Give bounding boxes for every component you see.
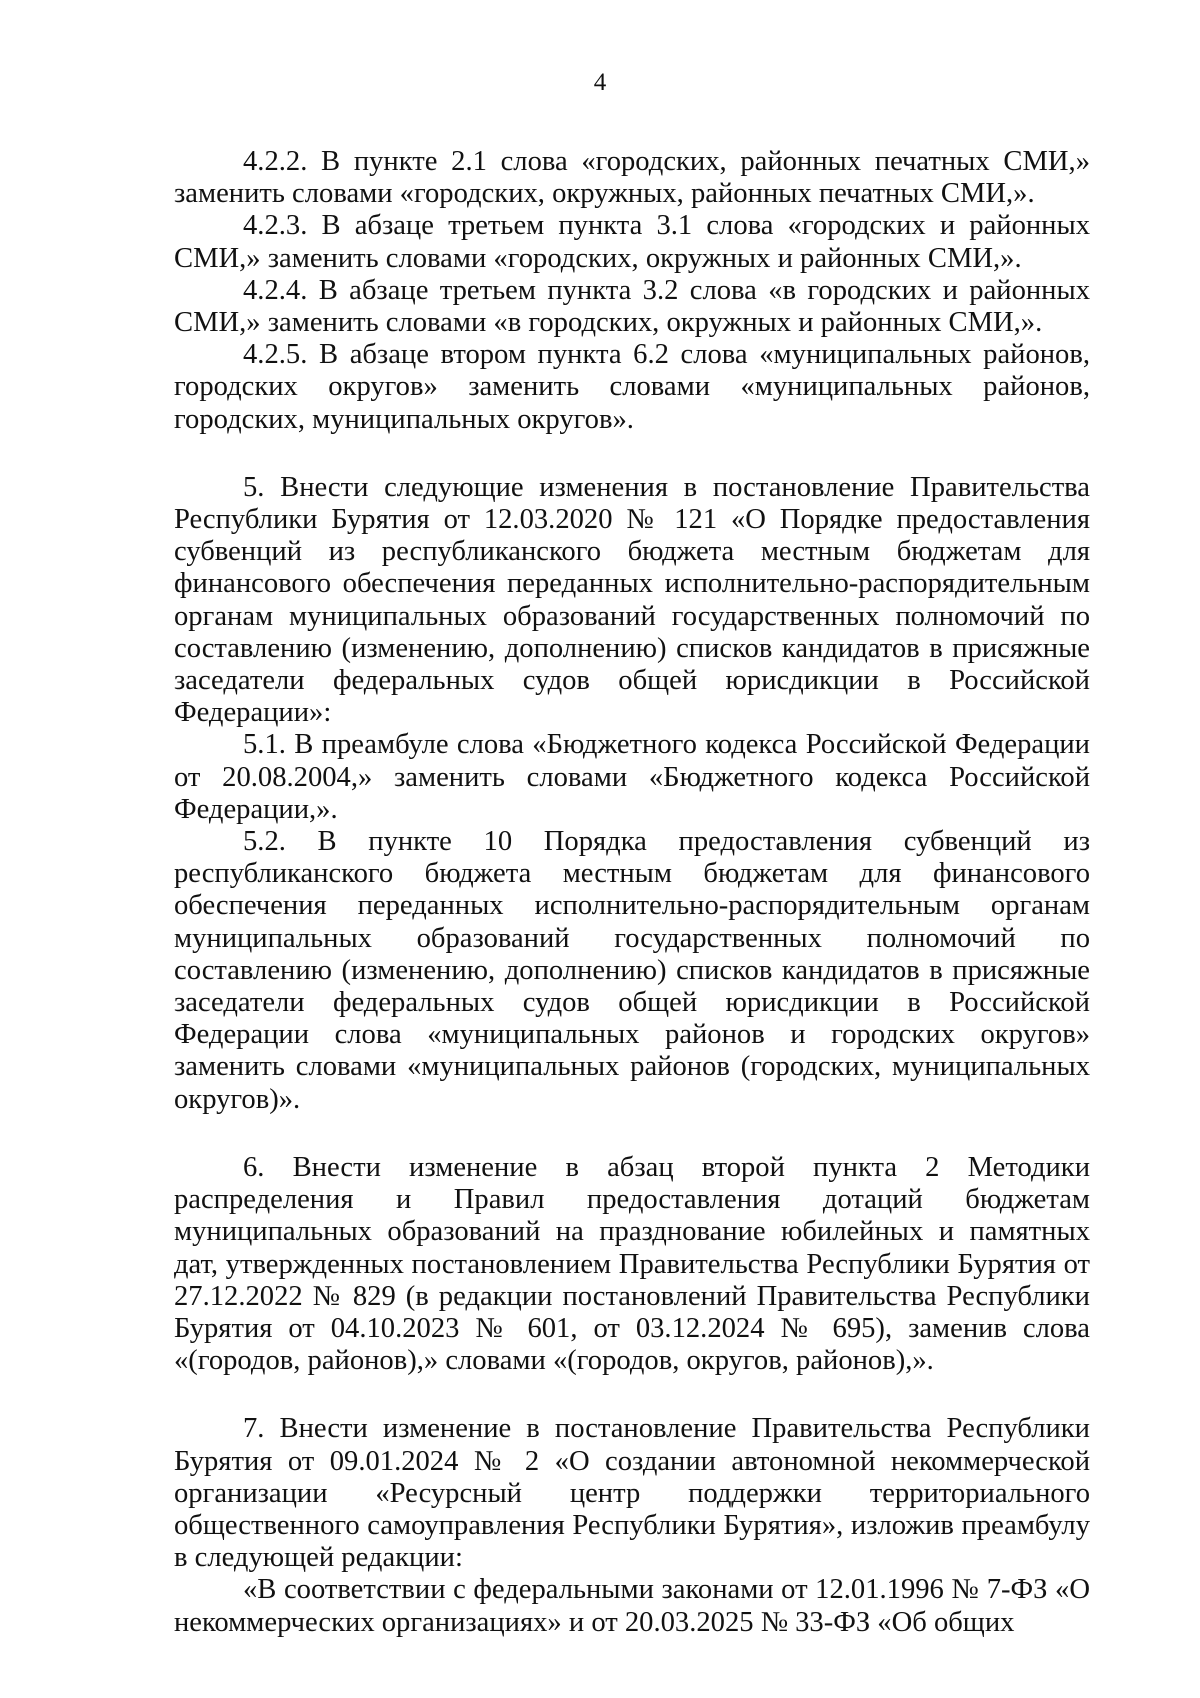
paragraph-4-2-4: 4.2.4. В абзаце третьем пункта 3.2 слова «в городских и районных СМИ,» заменить словами «в городских, окружных и районных СМИ,». [174,274,1090,339]
paragraph-4-2-2: 4.2.2. В пункте 2.1 слова «городских, районных печатных СМИ,» заменить словами «городских, окружных, районных печатных СМИ,». [174,146,1090,210]
document-body [174,146,1090,1639]
paragraph-5: 5. Внести следующие изменения в постановление Правительства Республики Бурятия от 12.03.2020 № 121 «О Порядке предоставления субвенций из республиканского бюджета местным бюджетам для финансового обеспечения переданных исполнительно-распорядительным органам муниципальных образований государственных полномочий по составлению (изменению, дополнению) списков кандидатов в присяжные заседатели федеральных судов общей юрисдикции в Российской Федерации»: [174,471,1090,729]
section-gap [174,1377,1090,1413]
section-gap [174,1116,1090,1152]
paragraph-4-2-5: 4.2.5. В абзаце втором пункта 6.2 слова «муниципальных районов, городских округов» заменить словами «муниципальных районов, городских, муниципальных округов». [174,339,1090,435]
paragraph-5-2: 5.2. В пункте 10 Порядка предоставления субвенций из республиканского бюджета местным бюджетам для финансового обеспечения переданных исполнительно-распорядительным органам муниципальных образований государственных полномочий по составлению (изменению, дополнению) списков кандидатов в присяжные заседатели федеральных судов общей юрисдикции в Российской Федерации слова «муниципальных районов и городских округов» заменить словами «муниципальных районов (городских, муниципальных округов)». [174,826,1090,1115]
paragraph-6: 6. Внести изменение в абзац второй пункта 2 Методики распределения и Правил предоставления дотаций бюджетам муниципальных образований на празднование юбилейных и памятных дат, утвержденных постановлением Правительства Республики Бурятия от 27.12.2022 № 829 (в редакции постановлений Правительства Республики Бурятия от 04.10.2023 № 601, от 03.12.2024 № 695), заменив слова «(городов, районов),» словами «(городов, округов, районов),». [174,1151,1090,1377]
paragraph-5-1: 5.1. В преамбуле слова «Бюджетного кодекса Российской Федерации от 20.08.2004,» заменить словами «Бюджетного кодекса Российской Федерации,». [174,729,1090,825]
paragraph-7-preamble: «В соответствии с федеральными законами от 12.01.1996 № 7-ФЗ «О некоммерческих организациях» и от 20.03.2025 № 33-ФЗ «Об общих [174,1574,1090,1638]
page-number: 4 [593,69,607,96]
paragraph-4-2-3: 4.2.3. В абзаце третьем пункта 3.1 слова «городских и районных СМИ,» заменить словами «городских, окружных и районных СМИ,». [174,210,1090,274]
paragraph-7: 7. Внести изменение в постановление Правительства Республики Бурятия от 09.01.2024 № 2 «О создании автономной некоммерческой организации «Ресурсный центр поддержки территориального общественного самоуправления Республики Бурятия», изложив преамбулу в следующей редакции: [174,1413,1090,1574]
section-gap [174,436,1090,472]
